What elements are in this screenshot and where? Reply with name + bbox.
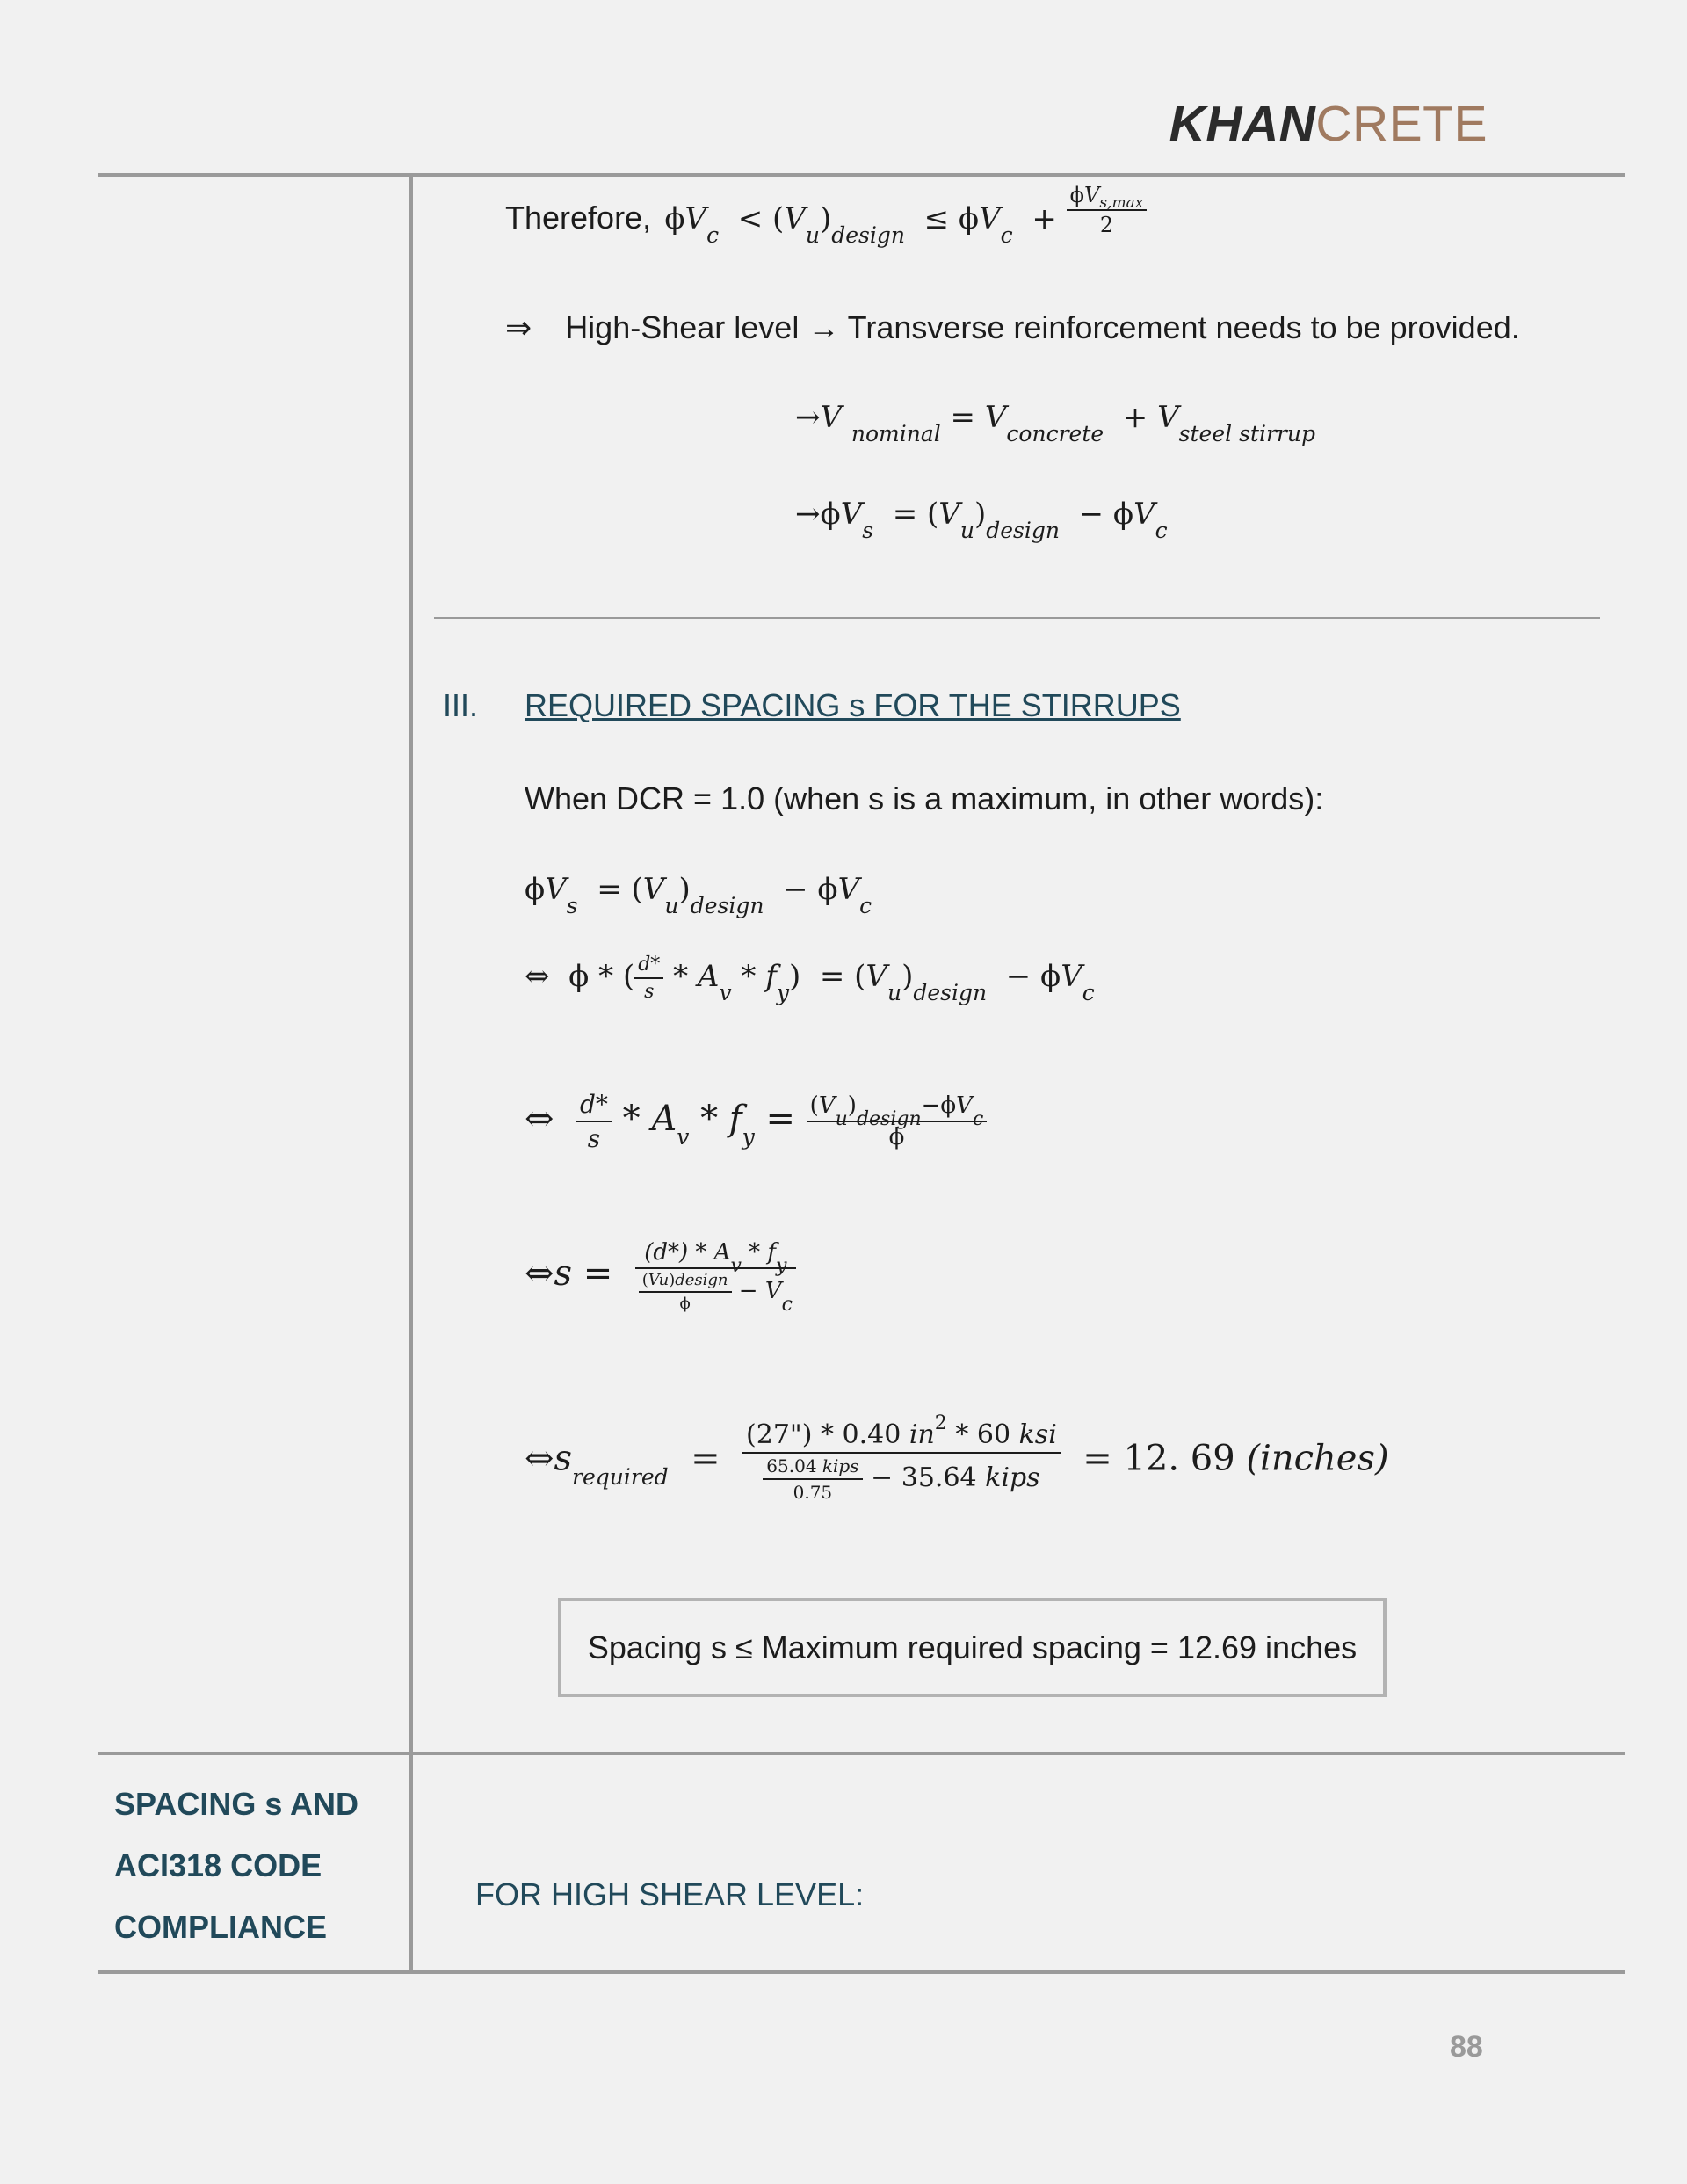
top-rule bbox=[98, 173, 1625, 177]
side-title-line-2: ACI318 CODE bbox=[114, 1847, 322, 1883]
bottom-rule bbox=[98, 1970, 1625, 1974]
v-nominal-equation: →V $_{nominal} = V_{concrete} + V_{steel stirrup}$ bbox=[795, 400, 1315, 446]
implies-arrow: ⇒ bbox=[505, 309, 532, 345]
high-shear-label: FOR HIGH SHEAR LEVEL: bbox=[475, 1876, 865, 1912]
high-shear-line bbox=[505, 309, 1520, 346]
high-shear-text: High-Shear level → Transverse reinforcement needs to be provided. bbox=[565, 309, 1520, 345]
row-divider bbox=[98, 1752, 1625, 1755]
phi-vs-formula: $\phi V_s = (V_u)_{design} - \phi V_c$ bbox=[525, 872, 872, 918]
result-text: Spacing s ≤ Maximum required spacing = 12.69 inches bbox=[587, 1629, 1358, 1665]
side-title-line-3: COMPLIANCE bbox=[114, 1909, 327, 1945]
therefore-inequality: $\phi V_c < (V_u)_{design} \le \phi V_c$ + $\frac{\phi V_{s,max}}{2}$ bbox=[655, 201, 1148, 236]
side-title-line-1: SPACING s AND bbox=[114, 1786, 359, 1822]
section-divider bbox=[434, 617, 1600, 619]
section-number: III. bbox=[443, 687, 479, 723]
therefore-label: Therefore, bbox=[505, 200, 652, 236]
s-formula: ⇔s = $(d*) * A_v * f_y$ $\frac{\text{(Vu)design}}{\phi}$ − $V_c$ bbox=[525, 1239, 796, 1313]
khancrete-logo bbox=[1169, 95, 1488, 153]
page-number: 88 bbox=[1450, 2030, 1483, 2064]
logo-bold-text: KHAN bbox=[1169, 96, 1316, 152]
dcr-text: When DCR = 1.0 (when s is a maximum, in other words): bbox=[525, 780, 1324, 816]
section-title: REQUIRED SPACING s FOR THE STIRRUPS bbox=[525, 687, 1181, 723]
iff-expanded-formula: ⇔ ϕ * ( $\frac{d*}{s}$ * $A_v * f_y) = (V_u)_{design} - \phi V_c$ bbox=[525, 954, 1095, 1005]
logo-light-text: CRETE bbox=[1315, 96, 1488, 152]
iff-fraction-formula: ⇔ $\frac{d*}{s}$ * $A_v * f_y$ = $\frac{(V_u)_{design}-\phi V_c}{\phi}$ bbox=[525, 1090, 987, 1153]
therefore-line bbox=[505, 183, 1147, 248]
column-divider bbox=[409, 173, 413, 1974]
result-box bbox=[558, 1598, 1387, 1697]
side-title bbox=[114, 1774, 358, 1958]
s-required-calculation: $\Leftrightarrow s_{required}$ = (27") * 0.40 $in^2 * 60$ ksi $\frac{\text{65.04 kips}}{0.75}$ − 35.64 kips = 12. 69 (inches) bbox=[525, 1412, 1389, 1503]
phi-vs-equation: $\to\phi V_s = (V_u)_{design} - \phi V_c$ bbox=[795, 497, 1168, 543]
